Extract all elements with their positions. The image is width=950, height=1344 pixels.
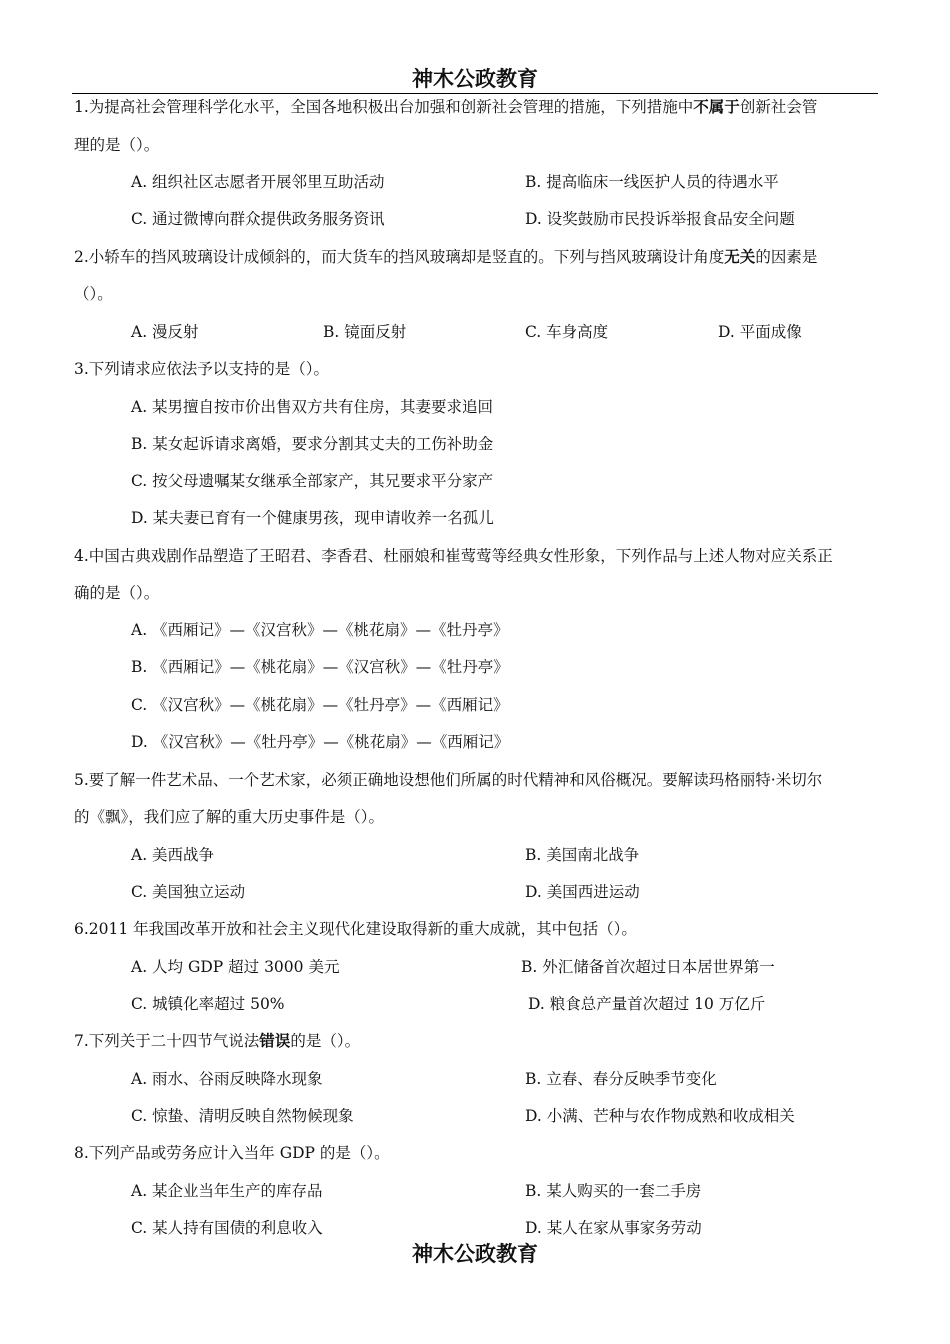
question-7-option-a: A. 雨水、谷雨反映降水现象 — [131, 1070, 323, 1088]
question-2-emphasis: 无关 — [724, 248, 756, 266]
question-4-stem-line2: 确的是（）。 — [74, 584, 160, 602]
question-3-option-a: A. 某男擅自按市价出售双方共有住房，其妻要求追回 — [131, 398, 494, 416]
question-6-stem: 6.2011 年我国改革开放和社会主义现代化建设取得新的重大成就，其中包括（）。 — [74, 920, 637, 938]
question-5-option-c: C. 美国独立运动 — [131, 883, 246, 901]
question-2-option-d: D. 平面成像 — [718, 323, 802, 341]
question-6-option-a: A. 人均 GDP 超过 3000 美元 — [131, 958, 340, 976]
question-8-stem: 8.下列产品或劳务应计入当年 GDP 的是（）。 — [74, 1144, 390, 1162]
page-header-title: 神木公政教育 — [412, 67, 538, 91]
question-1-text-cont: 创新社会管 — [739, 98, 818, 116]
question-1-stem — [74, 97, 817, 117]
question-7-stem — [74, 1031, 360, 1051]
question-5-stem: 5.要了解一件艺术品、一个艺术家，必须正确地设想他们所属的时代精神和风俗概况。要解读玛格丽特·米切尔 — [74, 771, 823, 789]
question-7-text-cont: 的是（）。 — [290, 1032, 361, 1050]
question-2-text: 2.小轿车的挡风玻璃设计成倾斜的，而大货车的挡风玻璃却是竖直的。下列与挡风玻璃设计角度 — [74, 248, 725, 266]
question-5-option-b: B. 美国南北战争 — [525, 846, 640, 864]
question-5-option-a: A. 美西战争 — [131, 846, 215, 864]
page-footer-title: 神木公政教育 — [412, 1242, 538, 1266]
question-4-stem: 4.中国古典戏剧作品塑造了王昭君、李香君、杜丽娘和崔莺莺等经典女性形象，下列作品与上述人物对应关系正 — [74, 547, 833, 565]
question-8-option-c: C. 某人持有国债的利息收入 — [131, 1219, 323, 1237]
question-6-option-c: C. 城镇化率超过 50% — [131, 995, 285, 1013]
question-7-emphasis: 错误 — [259, 1032, 291, 1050]
question-7-option-b: B. 立春、春分反映季节变化 — [525, 1070, 717, 1088]
question-2-option-c: C. 车身高度 — [525, 323, 609, 341]
question-3-stem: 3.下列请求应依法予以支持的是（）。 — [74, 360, 330, 378]
question-5-stem-line2: 的《飘》，我们应了解的重大历史事件是（）。 — [74, 808, 385, 826]
question-1-stem-line2: 理的是（）。 — [74, 136, 160, 154]
question-1-option-d: D. 设奖鼓励市民投诉举报食品安全问题 — [525, 210, 795, 228]
question-7-option-d: D. 小满、芒种与农作物成熟和收成相关 — [525, 1107, 795, 1125]
question-4-option-a: A. 《西厢记》—《汉宫秋》—《桃花扇》—《牡丹亭》 — [131, 621, 509, 639]
question-2-stem — [74, 247, 817, 267]
question-8-option-b: B. 某人购买的一套二手房 — [525, 1182, 702, 1200]
question-4-option-d: D. 《汉宫秋》—《牡丹亭》—《桃花扇》—《西厢记》 — [131, 733, 510, 751]
question-1-text: 1.为提高社会管理科学化水平，全国各地积极出台加强和创新社会管理的措施，下列措施中 — [74, 98, 694, 116]
question-3-option-b: B. 某女起诉请求离婚，要求分割其丈夫的工伤补助金 — [131, 435, 494, 453]
question-1-emphasis: 不属于 — [693, 98, 740, 116]
question-2-option-b: B. 镜面反射 — [323, 323, 407, 341]
header-rule — [72, 93, 878, 94]
question-2-text-cont: 的因素是 — [755, 248, 818, 266]
question-7-option-c: C. 惊蛰、清明反映自然物候现象 — [131, 1107, 354, 1125]
question-2-stem-line2: （）。 — [74, 285, 113, 303]
question-3-option-d: D. 某夫妻已育有一个健康男孩，现申请收养一名孤儿 — [131, 509, 494, 527]
question-8-option-a: A. 某企业当年生产的库存品 — [131, 1182, 323, 1200]
question-5-option-d: D. 美国西进运动 — [525, 883, 640, 901]
question-4-option-c: C. 《汉宫秋》—《桃花扇》—《牡丹亭》—《西厢记》 — [131, 696, 509, 714]
question-2-option-a: A. 漫反射 — [131, 323, 199, 341]
question-8-option-d: D. 某人在家从事家务劳动 — [525, 1219, 702, 1237]
question-7-text: 7.下列关于二十四节气说法 — [74, 1032, 260, 1050]
question-6-option-b: B. 外汇储备首次超过日本居世界第一 — [521, 958, 775, 976]
question-6-option-d: D. 粮食总产量首次超过 10 万亿斤 — [528, 995, 766, 1013]
question-1-option-b: B. 提高临床一线医护人员的待遇水平 — [525, 173, 779, 191]
question-1-option-c: C. 通过微博向群众提供政务服务资讯 — [131, 210, 385, 228]
question-1-option-a: A. 组织社区志愿者开展邻里互助活动 — [131, 173, 385, 191]
question-4-option-b: B. 《西厢记》—《桃花扇》—《汉宫秋》—《牡丹亭》 — [131, 658, 509, 676]
question-3-option-c: C. 按父母遗嘱某女继承全部家产，其兄要求平分家产 — [131, 472, 494, 490]
